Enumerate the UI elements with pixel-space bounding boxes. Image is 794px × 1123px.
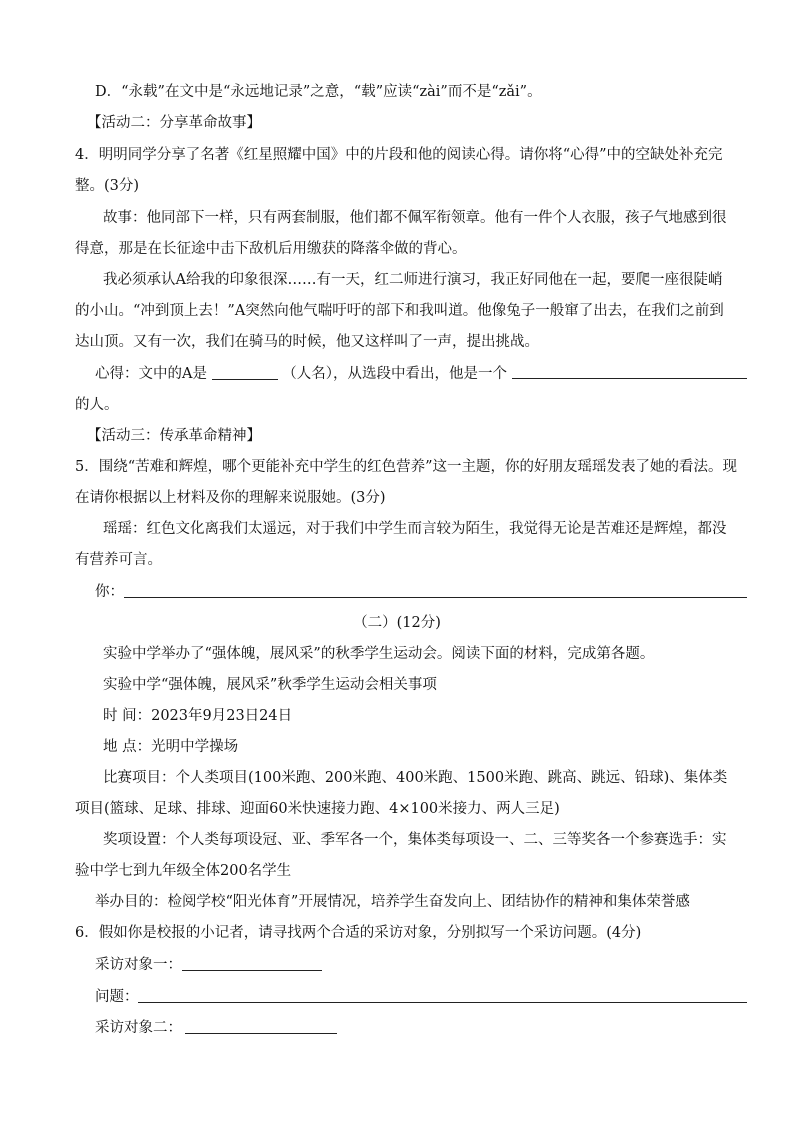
q6-prompt: 6．假如你是校报的小记者，请寻找两个合适的采访对象，分别拟写一个采访问题。(4分) <box>75 925 642 941</box>
notice-events-line2: 项目(篮球、足球、排球、迎面60米快速接力跑、4×100米接力、两人三足) <box>75 801 560 817</box>
q4-prompt-line1: 4．明明同学分享了名著《红星照耀中国》中的片段和他的阅读心得。请你将“心得”中的空缺处补充完 <box>75 147 723 163</box>
notice-awards-line1: 奖项设置：个人类每项设冠、亚、季军各一个，集体类每项设一、二、三等奖各一个参赛选手：实 <box>103 832 727 848</box>
notice-title: 实验中学“强体魄，展风采”秋季学生运动会相关事项 <box>103 677 437 693</box>
q6-question-label: 问题： <box>95 989 139 1005</box>
section2-heading: （二）(12分) <box>353 615 441 631</box>
notice-awards-line2: 验中学七到九年级全体200名学生 <box>75 863 292 879</box>
q4-insight-suffix: 的人。 <box>75 397 119 413</box>
notice-purpose: 举办目的：检阅学校“阳光体育”开展情况，培养学生奋发向上、团结协作的精神和集体荣誉感 <box>95 894 690 910</box>
q6-question-blank[interactable] <box>138 1002 747 1003</box>
q4-story-p2-line3: 达山顶。又有一次，我们在骑马的时候，他又这样叫了一声，提出挑战。 <box>75 334 539 350</box>
notice-time: 时 间：2023年9月23日24日 <box>103 708 293 724</box>
q6-interviewee1-blank[interactable] <box>182 970 322 971</box>
q5-you-label: 你： <box>95 584 124 600</box>
notice-place: 地 点：光明中学操场 <box>103 739 239 755</box>
q4-story-p1-line1: 故事：他同部下一样，只有两套制服，他们都不佩军衔领章。他有一件个人衣服，孩子气地感到很 <box>103 210 727 226</box>
q4-insight-line <box>95 364 507 384</box>
q3-option-d: D．“永载”在文中是“永远地记录”之意，“载”应读“zài”而不是“zǎi”。 <box>95 84 542 100</box>
q4-insight-prefix: 心得：文中的A是 <box>95 366 207 382</box>
q5-yaoyao-line1: 瑶瑶：红色文化离我们太遥远，对于我们中学生而言较为陌生，我觉得无论是苦难还是辉煌，都没 <box>103 521 727 537</box>
activity2-heading: 【活动二：分享革命故事】 <box>87 115 261 131</box>
q4-story-p2-line2: 的小山。“冲到顶上去！”A突然向他气喘吁吁的部下和我叫道。他像兔子一般窜了出去，在我们之前到 <box>75 303 724 319</box>
q5-answer-blank[interactable] <box>124 597 747 598</box>
q4-insight-middle: （人名），从选段中看出，他是一个 <box>282 366 507 382</box>
q6-interviewee2-label: 采访对象二： <box>95 1020 182 1036</box>
q4-story-p2-line1: 我必须承认A给我的印象很深……有一天，红二师进行演习，我正好同他在一起，要爬一座很陡峭 <box>103 272 723 288</box>
q4-prompt-line2: 整。(3分) <box>75 178 140 194</box>
q6-interviewee1-label: 采访对象一： <box>95 957 182 973</box>
q6-interviewee2-blank[interactable] <box>185 1033 337 1034</box>
q5-yaoyao-line2: 有营养可言。 <box>75 552 162 568</box>
q5-prompt-line2: 在请你根据以上材料及你的理解来说服她。(3分) <box>75 490 386 506</box>
section2-intro: 实验中学举办了“强体魄，展风采”的秋季学生运动会。阅读下面的材料，完成第各题。 <box>103 646 655 662</box>
q4-name-blank[interactable] <box>212 365 278 380</box>
q4-story-p1-line2: 得意，那是在长征途中击下敌机后用缴获的降落伞做的背心。 <box>75 241 467 257</box>
q5-prompt-line1: 5．围绕“苦难和辉煌，哪个更能补充中学生的红色营养”这一主题，你的好朋友瑶瑶发表了她的看法。现 <box>75 459 738 475</box>
activity3-heading: 【活动三：传承革命精神】 <box>87 428 261 444</box>
notice-events-line1: 比赛项目：个人类项目(100米跑、200米跑、400米跑、1500米跑、跳高、跳远、铅球)、集体类 <box>103 770 728 786</box>
q4-trait-blank[interactable] <box>512 378 747 379</box>
